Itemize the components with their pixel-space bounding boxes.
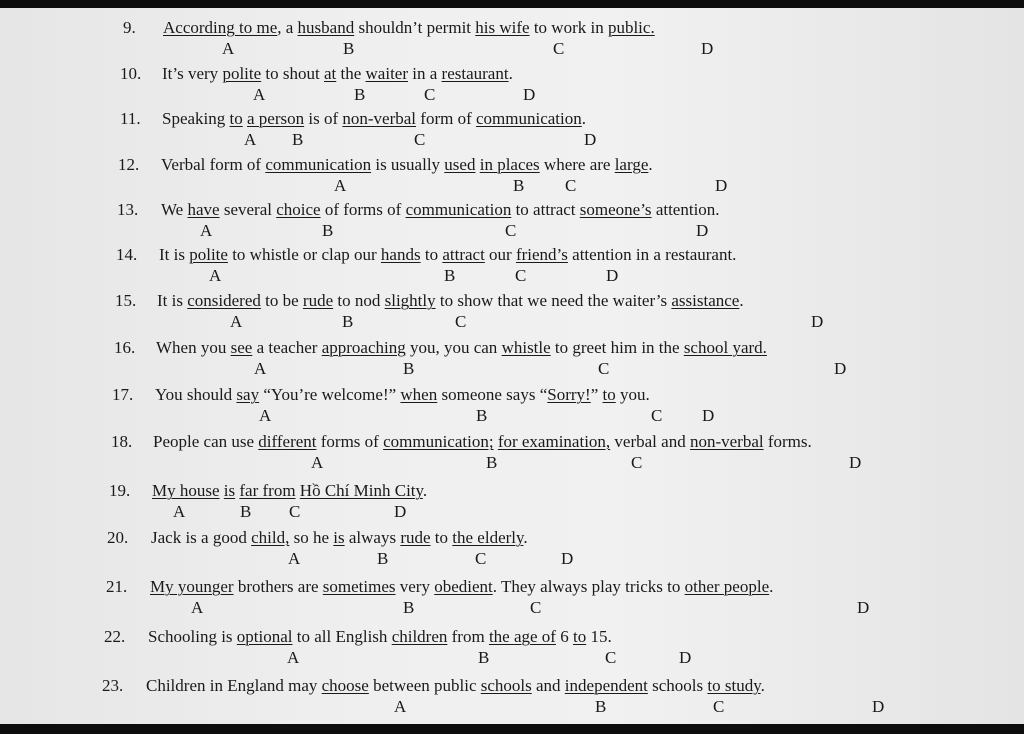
- underlined-option: Hồ Chí Minh City: [299, 481, 423, 500]
- underlined-option: his wife: [475, 18, 530, 37]
- question-item: [0, 528, 1024, 574]
- worksheet-page: [0, 8, 1024, 724]
- sentence-text: where are: [539, 155, 615, 174]
- question-sentence: [162, 109, 586, 129]
- underlined-option: is: [223, 481, 236, 500]
- option-letter-a: A: [311, 453, 324, 472]
- option-letter-b: B: [354, 85, 366, 104]
- option-letter-c: C: [651, 406, 663, 425]
- sentence-text: the: [336, 64, 366, 83]
- question-number: 14.: [116, 245, 138, 264]
- sentence-text: to work in: [529, 18, 608, 37]
- option-letter-a: A: [230, 312, 243, 331]
- sentence-text: always: [344, 528, 401, 547]
- sentence-text: Children in England may: [146, 676, 322, 695]
- question-item: [0, 481, 1024, 527]
- sentence-text: brothers are: [233, 577, 323, 596]
- sentence-text: attention in a restaurant.: [567, 245, 737, 264]
- question-item: [0, 200, 1024, 246]
- sentence-text: , a: [277, 18, 298, 37]
- underlined-option: sometimes: [322, 577, 396, 596]
- option-letter-c: C: [530, 598, 542, 617]
- question-sentence: [152, 481, 427, 501]
- sentence-text: and: [531, 676, 565, 695]
- question-sentence: [146, 676, 765, 696]
- question-item: [0, 291, 1024, 337]
- sentence-text: shouldn’t permit: [354, 18, 476, 37]
- sentence-text: .: [581, 109, 587, 128]
- question-sentence: [162, 64, 513, 84]
- option-letter-c: C: [605, 648, 617, 667]
- option-letter-b: B: [343, 39, 355, 58]
- option-letter-a: A: [222, 39, 235, 58]
- option-letter-c: C: [289, 502, 301, 521]
- option-letter-c: C: [713, 697, 725, 716]
- underlined-option: see: [230, 338, 253, 357]
- sentence-text: verbal and: [610, 432, 690, 451]
- option-letter-a: A: [209, 266, 222, 285]
- underlined-option: choose: [321, 676, 369, 695]
- sentence-text: ”: [590, 385, 603, 404]
- question-sentence: [163, 18, 655, 38]
- option-letter-c: C: [598, 359, 610, 378]
- option-letter-a: A: [254, 359, 267, 378]
- question-item: [0, 577, 1024, 623]
- sentence-text: We: [161, 200, 188, 219]
- sentence-text: someone says “: [437, 385, 548, 404]
- option-letter-b: B: [595, 697, 607, 716]
- underlined-option: say: [236, 385, 260, 404]
- underlined-option: to study: [707, 676, 761, 695]
- sentence-text: very: [395, 577, 435, 596]
- option-letter-d: D: [696, 221, 709, 240]
- underlined-option: whistle: [501, 338, 551, 357]
- underlined-option: restaurant: [441, 64, 509, 83]
- underlined-option: the age of: [488, 627, 556, 646]
- question-item: [0, 155, 1024, 201]
- sentence-text: Verbal form of: [161, 155, 266, 174]
- underlined-option: communication: [405, 200, 512, 219]
- sentence-text: .: [739, 291, 744, 310]
- option-letter-d: D: [834, 359, 847, 378]
- sentence-text: 15.: [586, 627, 612, 646]
- sentence-text: of forms of: [320, 200, 406, 219]
- sentence-text: 6: [555, 627, 573, 646]
- underlined-option: attract: [442, 245, 485, 264]
- sentence-text: Jack is a good: [151, 528, 252, 547]
- sentence-text: a teacher: [252, 338, 322, 357]
- underlined-option: rude: [400, 528, 431, 547]
- option-letter-d: D: [584, 130, 597, 149]
- sentence-text: forms of: [316, 432, 384, 451]
- underlined-option: to: [229, 109, 243, 128]
- option-letter-b: B: [403, 598, 415, 617]
- sentence-text: Schooling is: [148, 627, 237, 646]
- question-number: 17.: [112, 385, 134, 404]
- option-letter-a: A: [244, 130, 257, 149]
- underlined-option: independent: [564, 676, 648, 695]
- sentence-text: You should: [155, 385, 237, 404]
- sentence-text: to be: [260, 291, 303, 310]
- question-number: 9.: [123, 18, 136, 37]
- underlined-option: in places: [479, 155, 540, 174]
- option-letter-d: D: [701, 39, 714, 58]
- sentence-text: It is: [159, 245, 190, 264]
- sentence-text: Speaking: [162, 109, 230, 128]
- sentence-text: .: [760, 676, 765, 695]
- question-number: 15.: [115, 291, 137, 310]
- underlined-option: hands: [380, 245, 421, 264]
- question-item: [0, 676, 1024, 722]
- option-letter-b: B: [478, 648, 490, 667]
- sentence-text: .: [508, 64, 513, 83]
- option-letter-b: B: [342, 312, 354, 331]
- underlined-option: communication: [476, 109, 582, 128]
- option-letter-c: C: [565, 176, 577, 195]
- underlined-option: have: [187, 200, 220, 219]
- sentence-text: attention.: [651, 200, 720, 219]
- sentence-text: .: [769, 577, 774, 596]
- sentence-text: so he: [289, 528, 334, 547]
- option-letter-c: C: [414, 130, 426, 149]
- question-number: 10.: [120, 64, 142, 83]
- question-item: [0, 109, 1024, 155]
- question-number: 18.: [111, 432, 133, 451]
- underlined-option: schools: [480, 676, 532, 695]
- question-number: 13.: [117, 200, 139, 219]
- sentence-text: People can use: [153, 432, 259, 451]
- underlined-option: large: [614, 155, 649, 174]
- underlined-option: rude: [302, 291, 334, 310]
- sentence-text: to show that we need the waiter’s: [435, 291, 672, 310]
- sentence-text: is usually: [371, 155, 445, 174]
- sentence-text: to whistle or clap our: [227, 245, 381, 264]
- question-sentence: [153, 432, 812, 452]
- sentence-text: .: [648, 155, 653, 174]
- option-letter-b: B: [513, 176, 525, 195]
- underlined-option: public.: [607, 18, 655, 37]
- question-number: 19.: [109, 481, 131, 500]
- underlined-option: My younger: [150, 577, 234, 596]
- underlined-option: waiter: [365, 64, 409, 83]
- sentence-text: in a: [408, 64, 442, 83]
- underlined-option: far from: [239, 481, 296, 500]
- sentence-text: “You’re welcome!”: [259, 385, 401, 404]
- underlined-option: someone’s: [579, 200, 652, 219]
- option-letter-b: B: [292, 130, 304, 149]
- option-letter-c: C: [424, 85, 436, 104]
- question-item: [0, 627, 1024, 673]
- option-letter-b: B: [322, 221, 334, 240]
- question-number: 21.: [106, 577, 128, 596]
- underlined-option: a person: [247, 109, 305, 128]
- question-item: [0, 64, 1024, 110]
- option-letter-a: A: [259, 406, 272, 425]
- question-item: [0, 18, 1024, 64]
- option-letter-d: D: [394, 502, 407, 521]
- underlined-option: different: [258, 432, 317, 451]
- sentence-text: When you: [156, 338, 231, 357]
- underlined-option: considered: [187, 291, 261, 310]
- option-letter-a: A: [200, 221, 213, 240]
- option-letter-a: A: [191, 598, 204, 617]
- question-number: 12.: [118, 155, 140, 174]
- sentence-text: to: [420, 245, 443, 264]
- question-sentence: [151, 528, 528, 548]
- underlined-option: communication: [265, 155, 372, 174]
- question-number: 23.: [102, 676, 124, 695]
- underlined-option: communication;: [383, 432, 494, 451]
- option-letter-c: C: [631, 453, 643, 472]
- question-sentence: [161, 155, 653, 175]
- option-letter-c: C: [553, 39, 565, 58]
- underlined-option: choice: [276, 200, 321, 219]
- underlined-option: to: [572, 627, 587, 646]
- sentence-text: forms.: [763, 432, 812, 451]
- question-item: [0, 385, 1024, 431]
- option-letter-d: D: [849, 453, 862, 472]
- sentence-text: several: [219, 200, 277, 219]
- question-number: 11.: [120, 109, 141, 128]
- sentence-text: schools: [647, 676, 708, 695]
- option-letter-c: C: [515, 266, 527, 285]
- sentence-text: to nod: [333, 291, 385, 310]
- sentence-text: It’s very: [162, 64, 223, 83]
- sentence-text: you.: [615, 385, 650, 404]
- underlined-option: According to me: [163, 18, 278, 37]
- option-letter-c: C: [505, 221, 517, 240]
- option-letter-c: C: [455, 312, 467, 331]
- underlined-option: slightly: [384, 291, 436, 310]
- option-letter-d: D: [679, 648, 692, 667]
- question-sentence: [150, 577, 773, 597]
- sentence-text: to all English: [292, 627, 392, 646]
- option-letter-d: D: [811, 312, 824, 331]
- question-number: 20.: [107, 528, 129, 547]
- sentence-text: .: [523, 528, 528, 547]
- underlined-option: optional: [236, 627, 293, 646]
- question-item: [0, 432, 1024, 478]
- underlined-option: other people: [684, 577, 770, 596]
- question-number: 22.: [104, 627, 126, 646]
- underlined-option: used: [444, 155, 476, 174]
- option-letter-d: D: [606, 266, 619, 285]
- option-letter-d: D: [561, 549, 574, 568]
- underlined-option: at: [323, 64, 337, 83]
- option-letter-a: A: [173, 502, 186, 521]
- underlined-option: approaching: [321, 338, 406, 357]
- option-letter-c: C: [475, 549, 487, 568]
- question-sentence: [155, 385, 650, 405]
- sentence-text: to: [430, 528, 453, 547]
- underlined-option: assistance: [671, 291, 740, 310]
- underlined-option: husband: [297, 18, 355, 37]
- underlined-option: is: [333, 528, 345, 547]
- option-letter-d: D: [872, 697, 885, 716]
- question-sentence: [156, 338, 767, 358]
- option-letter-b: B: [403, 359, 415, 378]
- option-letter-d: D: [857, 598, 870, 617]
- question-sentence: [161, 200, 720, 220]
- sentence-text: from: [447, 627, 489, 646]
- sentence-text: . They always play tricks to: [492, 577, 685, 596]
- question-sentence: [157, 291, 744, 311]
- sentence-text: .: [422, 481, 428, 500]
- option-letter-d: D: [715, 176, 728, 195]
- option-letter-b: B: [476, 406, 488, 425]
- option-letter-a: A: [287, 648, 300, 667]
- underlined-option: to: [602, 385, 616, 404]
- underlined-option: when: [400, 385, 438, 404]
- option-letter-d: D: [523, 85, 536, 104]
- underlined-option: school yard.: [683, 338, 767, 357]
- option-letter-a: A: [394, 697, 407, 716]
- option-letter-a: A: [334, 176, 347, 195]
- option-letter-a: A: [288, 549, 301, 568]
- underlined-option: friend’s: [515, 245, 568, 264]
- sentence-text: to attract: [511, 200, 580, 219]
- sentence-text: It is: [157, 291, 188, 310]
- underlined-option: obedient: [434, 577, 493, 596]
- sentence-text: to greet him in the: [550, 338, 684, 357]
- question-sentence: [148, 627, 612, 647]
- sentence-text: form of: [416, 109, 476, 128]
- option-letter-a: A: [253, 85, 266, 104]
- option-letter-b: B: [240, 502, 252, 521]
- question-sentence: [159, 245, 736, 265]
- question-number: 16.: [114, 338, 136, 357]
- sentence-text: is of: [304, 109, 343, 128]
- underlined-option: children: [391, 627, 448, 646]
- underlined-option: polite: [222, 64, 262, 83]
- option-letter-b: B: [444, 266, 456, 285]
- sentence-text: between public: [368, 676, 481, 695]
- underlined-option: the elderly: [452, 528, 524, 547]
- underlined-option: for examination,: [497, 432, 611, 451]
- underlined-option: child,: [251, 528, 290, 547]
- sentence-text: our: [484, 245, 516, 264]
- sentence-text: you, you can: [405, 338, 502, 357]
- sentence-text: to shout: [261, 64, 324, 83]
- option-letter-b: B: [377, 549, 389, 568]
- underlined-option: Sorry!: [547, 385, 591, 404]
- option-letter-b: B: [486, 453, 498, 472]
- underlined-option: My house: [152, 481, 220, 500]
- underlined-option: non-verbal: [689, 432, 764, 451]
- question-item: [0, 245, 1024, 291]
- option-letter-d: D: [702, 406, 715, 425]
- question-item: [0, 338, 1024, 384]
- underlined-option: non-verbal: [342, 109, 417, 128]
- underlined-option: polite: [189, 245, 228, 264]
